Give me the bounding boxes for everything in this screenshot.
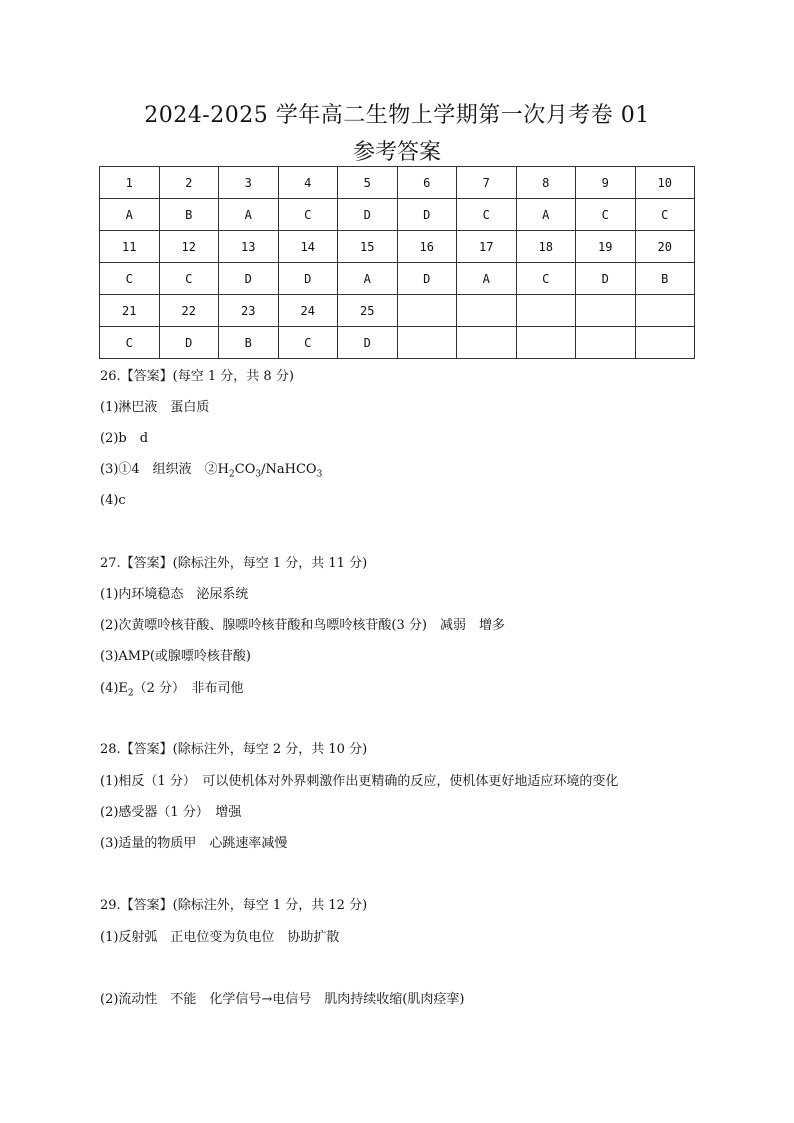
table-cell: D <box>397 199 457 231</box>
q26-line-2: (2)b d <box>100 431 149 446</box>
q28-line-1: (1)相反（1 分） 可以使机体对外界刺激作出更精确的反应，使机体更好地适应环境的变化 <box>100 774 619 789</box>
table-cell <box>397 295 457 327</box>
page-title: 2024-2025 学年高二生物上学期第一次月考卷 01 <box>144 103 650 128</box>
q26-line-3 <box>100 461 322 484</box>
table-cell: 1 <box>100 167 160 199</box>
table-cell: D <box>397 263 457 295</box>
table-cell: D <box>576 263 636 295</box>
q26-header: 26.【答案】(每空 1 分，共 8 分) <box>100 369 294 384</box>
table-row <box>100 295 695 327</box>
q27-header: 27.【答案】(除标注外，每空 1 分，共 11 分) <box>100 556 368 571</box>
table-cell <box>397 327 457 359</box>
table-cell: C <box>100 263 160 295</box>
table-row <box>100 263 695 295</box>
table-cell: 20 <box>635 231 695 263</box>
table-cell: B <box>219 327 279 359</box>
q29-line-2: (2)流动性 不能 化学信号→电信号 肌肉持续收缩(肌肉痉挛) <box>100 992 465 1007</box>
q27-line-1: (1)内环境稳态 泌尿系统 <box>100 587 249 602</box>
table-cell: 16 <box>397 231 457 263</box>
table-cell: 13 <box>219 231 279 263</box>
q27-line-4-a: (4)E <box>100 681 128 696</box>
answer-table <box>99 166 695 359</box>
table-cell: C <box>278 199 338 231</box>
table-cell: 9 <box>576 167 636 199</box>
table-row <box>100 327 695 359</box>
table-cell: D <box>338 327 398 359</box>
q26-line-3-a: (3)①4 组织液 ②H <box>100 462 230 477</box>
table-cell <box>457 327 517 359</box>
table-cell: 18 <box>516 231 576 263</box>
q29-header: 29.【答案】(除标注外，每空 1 分，共 12 分) <box>100 898 368 913</box>
q26-line-3-c: /NaHCO <box>261 462 317 477</box>
table-cell: C <box>635 199 695 231</box>
q28-line-3: (3)适量的物质甲 心跳速率减慢 <box>100 836 288 851</box>
table-cell: B <box>159 199 219 231</box>
table-cell: 3 <box>219 167 279 199</box>
table-cell: 10 <box>635 167 695 199</box>
table-cell: D <box>278 263 338 295</box>
q29-line-1: (1)反射弧 正电位变为负电位 协助扩散 <box>100 930 340 945</box>
q26-line-3-b: CO <box>234 462 256 477</box>
q28-line-2: (2)感受器（1 分） 增强 <box>100 805 242 820</box>
q27-line-4 <box>100 680 244 703</box>
table-cell <box>635 327 695 359</box>
table-cell: D <box>338 199 398 231</box>
table-cell: 23 <box>219 295 279 327</box>
table-cell: A <box>100 199 160 231</box>
q27-line-3: (3)AMP(或腺嘌呤核苷酸) <box>100 649 252 664</box>
q27-line-4-sub: 2 <box>127 688 134 699</box>
table-cell: D <box>159 327 219 359</box>
table-cell: 25 <box>338 295 398 327</box>
table-cell: 7 <box>457 167 517 199</box>
table-cell: 8 <box>516 167 576 199</box>
table-row <box>100 231 695 263</box>
table-cell: 12 <box>159 231 219 263</box>
table-cell <box>576 295 636 327</box>
q27-line-4-b: （2 分） 非布司他 <box>133 681 244 696</box>
table-cell: 5 <box>338 167 398 199</box>
table-cell: C <box>159 263 219 295</box>
table-row <box>100 199 695 231</box>
table-cell: 22 <box>159 295 219 327</box>
q26-line-3-sub2: 3 <box>255 469 262 480</box>
table-cell: 15 <box>338 231 398 263</box>
table-cell: 14 <box>278 231 338 263</box>
table-cell: D <box>219 263 279 295</box>
table-cell <box>635 295 695 327</box>
table-cell: 24 <box>278 295 338 327</box>
table-cell: C <box>100 327 160 359</box>
table-row <box>100 167 695 199</box>
q26-line-1: (1)淋巴液 蛋白质 <box>100 400 210 415</box>
table-cell: 2 <box>159 167 219 199</box>
table-cell <box>576 327 636 359</box>
q26-line-3-sub1: 2 <box>229 469 235 480</box>
table-cell: 21 <box>100 295 160 327</box>
table-cell: 11 <box>100 231 160 263</box>
q27-line-2: (2)次黄嘌呤核苷酸、腺嘌呤核苷酸和鸟嘌呤核苷酸(3 分) 减弱 增多 <box>100 618 505 633</box>
table-cell: 19 <box>576 231 636 263</box>
table-cell: B <box>635 263 695 295</box>
table-cell <box>516 295 576 327</box>
table-cell <box>457 295 517 327</box>
page-subtitle: 参考答案 <box>352 140 441 165</box>
table-cell: C <box>278 327 338 359</box>
table-cell: C <box>516 263 576 295</box>
table-cell: A <box>219 199 279 231</box>
table-cell: A <box>516 199 576 231</box>
q28-header: 28.【答案】(除标注外，每空 2 分，共 10 分) <box>100 742 368 757</box>
table-cell <box>516 327 576 359</box>
table-cell: 17 <box>457 231 517 263</box>
table-cell: A <box>457 263 517 295</box>
table-cell: 6 <box>397 167 457 199</box>
table-cell: 4 <box>278 167 338 199</box>
q26-line-3-sub3: 3 <box>316 469 323 480</box>
table-cell: C <box>457 199 517 231</box>
table-cell: A <box>338 263 398 295</box>
q26-line-4: (4)c <box>100 493 126 508</box>
table-cell: C <box>576 199 636 231</box>
